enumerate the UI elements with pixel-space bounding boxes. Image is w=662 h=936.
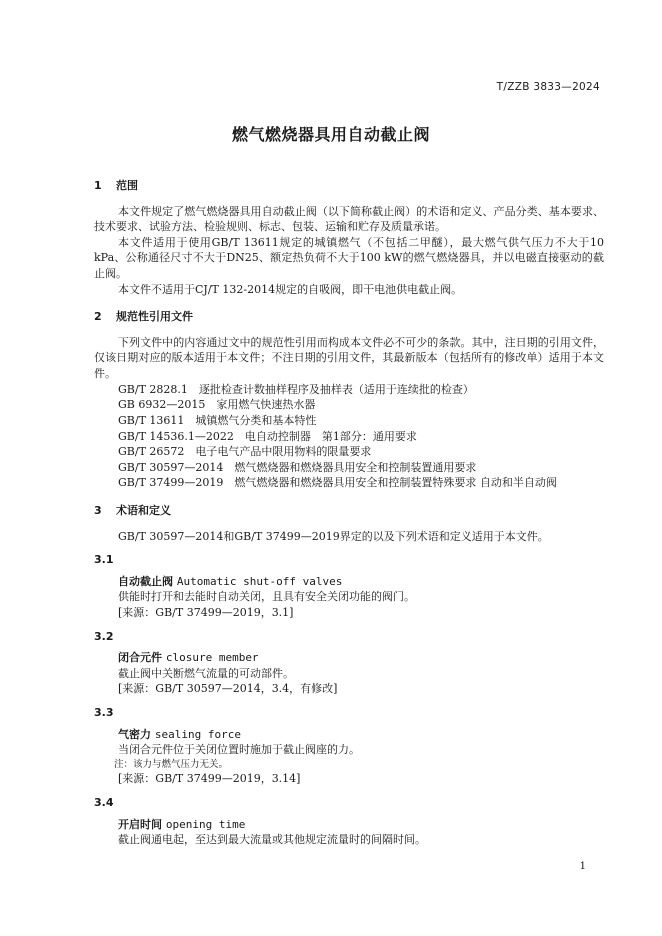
term-entry	[94, 574, 604, 621]
reference-item: GB 6932—2015 家用燃气快速热水器	[118, 398, 316, 412]
section-title: 范围	[116, 179, 138, 192]
section-number: 2	[94, 310, 102, 324]
term-name	[118, 574, 604, 590]
section-heading-terms-definitions	[94, 503, 604, 519]
clause-number: 3.4	[94, 795, 114, 809]
term-name	[118, 817, 604, 833]
term-source: [来源：GB/T 37499—2019，3.1]	[118, 606, 294, 620]
reference-item: GB/T 2828.1 逐批检查计数抽样程序及抽样表（适用于连续批的检查）	[118, 382, 474, 396]
reference-item: GB/T 30597—2014 燃气燃烧器和燃烧器具用安全和控制装置通用要求	[118, 460, 477, 474]
paragraph: GB/T 30597—2014和GB/T 37499—2019界定的以及下列术语和定义适用于本文件。	[118, 529, 549, 543]
standard-number: T/ZZB 3833—2024	[496, 81, 600, 93]
term-name-en: closure member	[165, 651, 259, 665]
section-number: 3	[94, 503, 102, 517]
page-number: 1	[579, 861, 586, 872]
term-note: 注：该力与燃气压力无关。	[114, 758, 229, 770]
paragraph: 本文件不适用于CJ/T 132-2014规定的自吸阀，即干电池供电截止阀。	[118, 282, 463, 296]
section-title: 术语和定义	[116, 503, 171, 517]
reference-item: GB/T 14536.1—2022 电自动控制器 第1部分：通用要求	[118, 429, 417, 443]
document-body	[94, 178, 604, 848]
section-heading-scope	[94, 178, 604, 194]
reference-item: GB/T 37499—2019 燃气燃烧器和燃烧器具用安全和控制装置特殊要求 自动和半自动阀	[118, 476, 557, 490]
term-definition: 供能时打开和去能时自动关闭，且具有安全关闭功能的阀门。	[118, 590, 415, 604]
reference-item: GB/T 26572 电子电气产品中限用物料的限量要求	[118, 445, 372, 459]
term-name-zh: 开启时间	[118, 817, 162, 831]
term-entry	[94, 650, 604, 697]
term-definition: 当闭合元件位于关闭位置时施加于截止阀座的力。	[118, 743, 360, 757]
paragraph: 本文件规定了燃气燃烧器具用自动截止阀（以下简称截止阀）的术语和定义、产品分类、基本要求、技术要求、试验方法、检验规则、标志、包装、运输和贮存及质量承诺。	[94, 204, 604, 234]
paragraph: 下列文件中的内容通过文中的规范性引用而构成本文件必不可少的条款。其中，注日期的引用文件，仅该日期对应的版本适用于本文件；不注日期的引用文件，其最新版本（包括所有的修改单）适用于本文件。	[94, 335, 604, 381]
term-source: [来源：GB/T 30597—2014，3.4，有修改]	[118, 682, 338, 696]
term-definition: 截止阀中关断燃气流量的可动部件。	[118, 666, 294, 680]
term-name-zh: 自动截止阀	[118, 574, 173, 588]
document-title: 燃气燃烧器具用自动截止阀	[231, 125, 430, 144]
section-title: 规范性引用文件	[116, 310, 193, 324]
clause-number: 3.3	[94, 706, 114, 720]
term-name-en: Automatic shut-off valves	[176, 574, 343, 588]
clause-number: 3.2	[94, 629, 114, 643]
section-number: 1	[94, 179, 102, 192]
term-entry	[94, 817, 604, 848]
term-name-en: sealing force	[154, 727, 241, 741]
term-name-zh: 气密力	[118, 727, 151, 741]
paragraph: 本文件适用于使用GB/T 13611规定的城镇燃气（不包括二甲醚），最大燃气供气压力不大于10 kPa、公称通径尺寸不大于DN25、额定热负荷不大于100 kW的燃气燃烧器具，并以电磁直接驱动的截止阀。	[94, 235, 604, 281]
term-source: [来源：GB/T 37499—2019，3.14]	[118, 772, 301, 786]
term-definition: 截止阀通电起，至达到最大流量或其他规定流量时的间隔时间。	[118, 833, 426, 847]
term-entry	[94, 727, 604, 787]
term-name-en: opening time	[165, 817, 246, 831]
term-name	[118, 650, 604, 666]
clause-number: 3.1	[94, 553, 114, 567]
term-name	[118, 727, 604, 743]
term-name-zh: 闭合元件	[118, 651, 162, 665]
reference-item: GB/T 13611 城镇燃气分类和基本特性	[118, 413, 317, 427]
section-heading-normative-references	[94, 309, 604, 325]
